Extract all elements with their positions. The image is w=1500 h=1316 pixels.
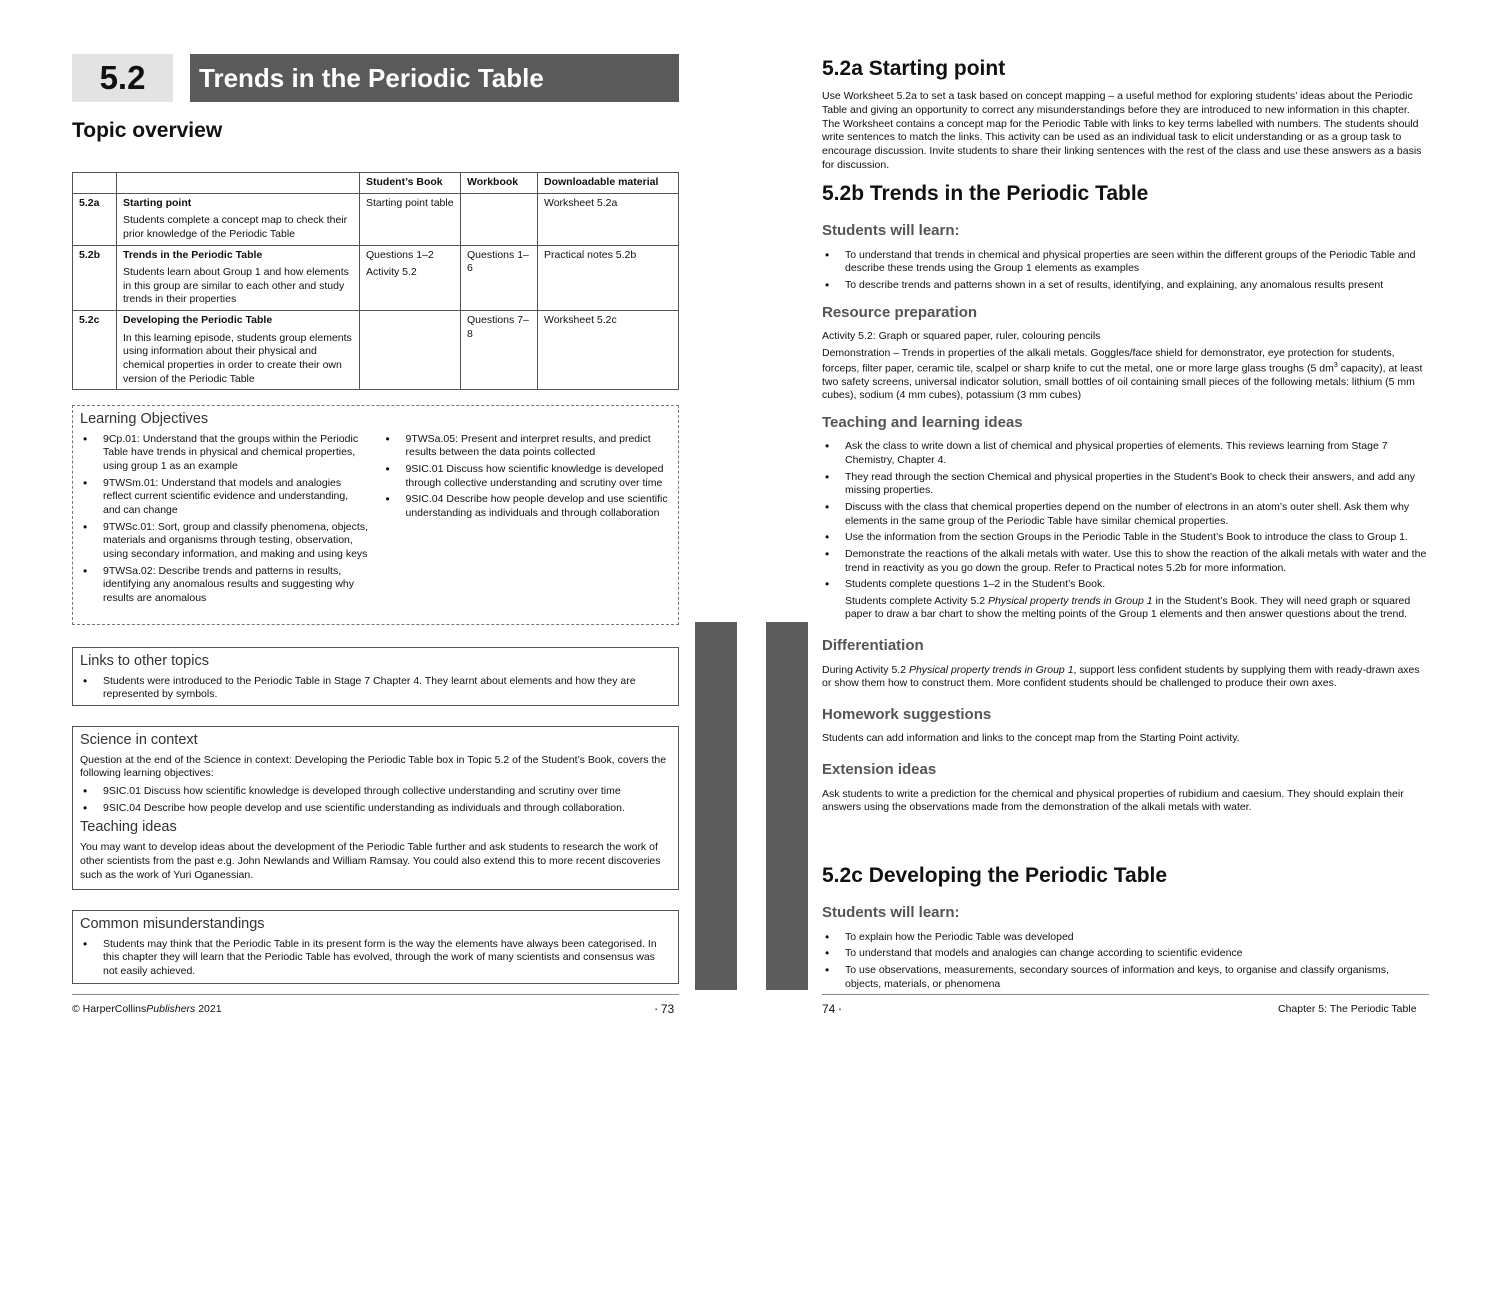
list-item: • To understand that models and analogies can change according to scientific evidence — [822, 947, 1428, 961]
list-item: • 9Cp.01: Understand that the groups within the Periodic Table have trends in physical and chemical properties, using group 1 as an example — [80, 433, 369, 474]
list-item: • To describe trends and patterns shown in a set of results, identifying, and explaining, any anomalous results present — [822, 279, 1428, 293]
heading-5-2a: 5.2a Starting point — [822, 57, 1006, 80]
spine-title: Cambridge Lower Secondary Chemistry — [769, 996, 787, 1310]
row-code: 5.2c — [73, 311, 117, 390]
list-item: • To use observations, measurements, secondary sources of information and keys, to organise and classify organisms, objects, materials, or phenomena — [822, 964, 1428, 991]
row-download: Practical notes 5.2b — [538, 245, 679, 311]
table-header: Student’s Book — [360, 173, 461, 194]
spine-title: Cambridge Lower Secondary Chemistry — [698, 996, 716, 1310]
differentiation-text: During Activity 5.2 Physical property trends in Group 1, support less confident students by supplying them with ready-drawn axes or show them how to construct them. More confident students should be challenged to produce their own axes. — [822, 663, 1420, 690]
list-item: • They read through the section Chemical and physical properties in the Student’s Book to check their answers, and add any missing properties. — [822, 471, 1428, 498]
homework-heading: Homework suggestions — [822, 705, 992, 723]
science-context-box — [72, 726, 679, 890]
row-code: 5.2a — [73, 193, 117, 245]
row-workbook: Questions 7–8 — [461, 311, 538, 390]
list-item: • 9SIC.04 Describe how people develop and use scientific understanding as individuals and through collaboration. — [80, 802, 671, 816]
footer-copyright: © HarperCollinsPublishers 2021 — [72, 1003, 222, 1015]
learning-objectives-heading: Learning Objectives — [80, 411, 209, 427]
row-workbook: Questions 1–6 — [461, 245, 538, 311]
page-number-left: ▪ 73 — [655, 1002, 675, 1016]
list-item: • 9SIC.01 Discuss how scientific knowledge is developed through collective understanding and scrutiny over time — [383, 463, 672, 490]
page-dot: ▪ — [838, 1006, 842, 1014]
list-item: • Students complete questions 1–2 in the Student’s Book. — [822, 578, 1428, 592]
table-row — [73, 193, 679, 245]
topic-overview-table — [72, 172, 679, 390]
table-row — [73, 311, 679, 390]
row-desc: Students complete a concept map to check their prior knowledge of the Periodic Table — [123, 214, 348, 240]
row-book: Starting point table — [360, 193, 461, 245]
starting-point-text: Use Worksheet 5.2a to set a task based on concept mapping – a useful method for exploring students’ ideas about the Periodic Table and giving an opportunity to correct any misunderstandings before they are introduced to new information in this chapter. The Worksheet contains a concept map for the Periodic Table with links to key terms labelled with numbers. The students should write sentences to match the links. This activity can be used as an individual task to elicit understanding or as a group task to encourage discussion. Invite students to share their linking sentences with the rest of the class and use these answers as a basis for discussion. — [822, 90, 1422, 171]
row-download: Worksheet 5.2a — [538, 193, 679, 245]
list-item: • Students may think that the Periodic Table in its present form is the way the elements have always been categorised. In this chapter they will learn that the Periodic Table has evolved, through the work of many scientists and consensus was not easily achieved. — [80, 938, 671, 979]
spine-stage: Stage 9 — [716, 1265, 731, 1310]
learn-list-5-2c — [822, 931, 1428, 992]
topic-number: 5.2 — [72, 54, 173, 102]
objectives-list-left — [80, 433, 369, 609]
list-item: • 9TWSc.01: Sort, group and classify phenomena, objects, materials and organisms through testing, observation, using secondary information, and making and using keys — [80, 521, 369, 562]
misunderstandings-box — [72, 910, 679, 984]
row-title: Starting point — [123, 196, 192, 209]
row-content — [117, 193, 360, 245]
page-number-right: 74 ▪ — [822, 1002, 842, 1016]
row-code: 5.2b — [73, 245, 117, 311]
table-header: Workbook — [461, 173, 538, 194]
list-item: • 9TWSa.02: Describe trends and patterns in results, identifying any anomalous results and suggesting why results are anomalous — [80, 565, 369, 606]
activity-follow-text: Students complete Activity 5.2 Physical property trends in Group 1 in the Student’s Book. They will need graph or squared paper to draw a bar chart to show the melting points of the Group 1 elements and then answer questions about the trend. — [845, 594, 1411, 621]
row-content — [117, 245, 360, 311]
list-item: • Ask the class to write down a list of chemical and physical properties of elements. This reviews learning from Stage 7 Chemistry, Chapter 4. — [822, 440, 1428, 467]
list-item: • Use the information from the section Groups in the Periodic Table in the Student’s Book to introduce the class to Group 1. — [822, 531, 1428, 545]
row-title: Developing the Periodic Table — [123, 314, 273, 327]
differentiation-heading: Differentiation — [822, 637, 924, 655]
teaching-ideas-text: You may want to develop ideas about the development of the Periodic Table further and ask students to research the work of other scientists from the past e.g. John Newlands and William Ramsay. You could also extend this to more recent discoveries such as the work of Yuri Oganessian. — [80, 841, 661, 881]
list-item: • 9SIC.01 Discuss how scientific knowledge is developed through collective understanding and scrutiny over time — [80, 785, 671, 799]
spine-stage: Stage 9 — [787, 1265, 802, 1310]
science-context-heading: Science in context — [80, 732, 198, 748]
learning-objectives-box — [72, 405, 679, 625]
teaching-learning-list — [822, 440, 1428, 591]
teaching-ideas-heading: Teaching ideas — [80, 819, 177, 836]
list-item: • 9TWSa.05: Present and interpret results, and predict results between the data points collected — [383, 433, 672, 460]
resource-preparation-heading: Resource preparation — [822, 303, 978, 321]
heading-5-2c: 5.2c Developing the Periodic Table — [822, 864, 1168, 887]
extension-text: Ask students to write a prediction for the chemical and physical properties of rubidium and caesium. They should explain their answers using the observations made from the demonstration of the alkali metals with water. — [822, 787, 1404, 814]
row-book-line: Questions 1–2 — [366, 248, 434, 261]
students-will-learn-heading: Students will learn: — [822, 222, 960, 240]
heading-5-2b: 5.2b Trends in the Periodic Table — [822, 182, 1149, 205]
list-item: • To understand that trends in chemical and physical properties are seen within the different groups of the Periodic Table and describe these trends using the Group 1 elements as examples — [822, 249, 1428, 276]
footer-chapter: Chapter 5: The Periodic Table — [1278, 1003, 1417, 1015]
teaching-learning-heading: Teaching and learning ideas — [822, 413, 1023, 431]
objectives-list-right — [383, 433, 672, 609]
links-heading: Links to other topics — [80, 653, 209, 669]
section-5-2b — [822, 180, 1428, 818]
table-header — [73, 173, 117, 194]
list-item: • Demonstrate the reactions of the alkali metals with water. Use this to show the reaction of the alkali metals with water and the trend in reactivity as you go down the group. Refer to Practical notes 5.2b for more information. — [822, 548, 1428, 575]
list-item: • Discuss with the class that chemical properties depend on the number of electrons in an atom’s outer shell. Ask them why elements in the same group of the Periodic Table have similar chemical properties. — [822, 501, 1428, 528]
list-item: • 9SIC.04 Describe how people develop and use scientific understanding as individuals and through collaboration — [383, 493, 672, 520]
list-item: • Students were introduced to the Periodic Table in Stage 7 Chapter 4. They learnt about elements and how they are represented by symbols. — [80, 675, 671, 702]
students-will-learn-heading: Students will learn: — [822, 904, 960, 922]
homework-text: Students can add information and links to the concept map from the Starting Point activity. — [822, 732, 1240, 745]
row-download: Worksheet 5.2c — [538, 311, 679, 390]
resource-demonstration-text: Demonstration – Trends in properties of the alkali metals. Goggles/face shield for demonstrator, eye protection for students, forceps, filter paper, ceramic tile, scalpel or sharp knife to cut the metal, one or more large glass troughs (5 $dm^3$ capacity), at least two safety screens, universal indicator solution, small bottles of oil containing small pieces of the following metals: lithium (5 mm cubes), sodium (4 mm cubes), potassium (3 mm cubes) — [822, 346, 1423, 402]
row-book — [360, 245, 461, 311]
list-item: • To explain how the Periodic Table was developed — [822, 931, 1428, 945]
overview-heading: Topic overview — [72, 119, 223, 142]
footer-rule-left — [72, 994, 679, 995]
science-context-intro: Question at the end of the Science in context: Developing the Periodic Table box in Topic 5.2 of the Student’s Book, covers the following learning objectives: — [80, 753, 667, 780]
page-dot: ▪ — [655, 1006, 658, 1014]
row-book — [360, 311, 461, 390]
row-title: Trends in the Periodic Table — [123, 248, 263, 261]
list-item: • 9TWSm.01: Understand that models and analogies reflect current scientific evidence and understanding, and can change — [80, 477, 369, 518]
row-workbook — [461, 193, 538, 245]
section-5-2a — [822, 55, 1428, 175]
row-book-line: Activity 5.2 — [366, 266, 417, 279]
row-content — [117, 311, 360, 390]
table-row — [73, 245, 679, 311]
topic-title: Trends in the Periodic Table — [190, 54, 679, 102]
resource-activity-text: Activity 5.2: Graph or squared paper, ruler, colouring pencils — [822, 330, 1101, 343]
misunderstandings-heading: Common misunderstandings — [80, 916, 265, 932]
table-header: Downloadable material — [538, 173, 679, 194]
links-box — [72, 647, 679, 706]
learn-list-5-2b — [822, 249, 1428, 293]
extension-heading: Extension ideas — [822, 761, 937, 779]
section-5-2c — [822, 862, 1428, 994]
spine-right — [766, 622, 808, 1310]
row-desc: In this learning episode, students group elements using information about their physical and chemical properties in order to create their own version of the Periodic Table — [123, 331, 352, 385]
row-desc: Students learn about Group 1 and how elements in this group are similar to each other and study trends in their properties — [123, 266, 349, 306]
table-header-row — [73, 173, 679, 194]
spine-left — [695, 622, 737, 1310]
table-header — [117, 173, 360, 194]
